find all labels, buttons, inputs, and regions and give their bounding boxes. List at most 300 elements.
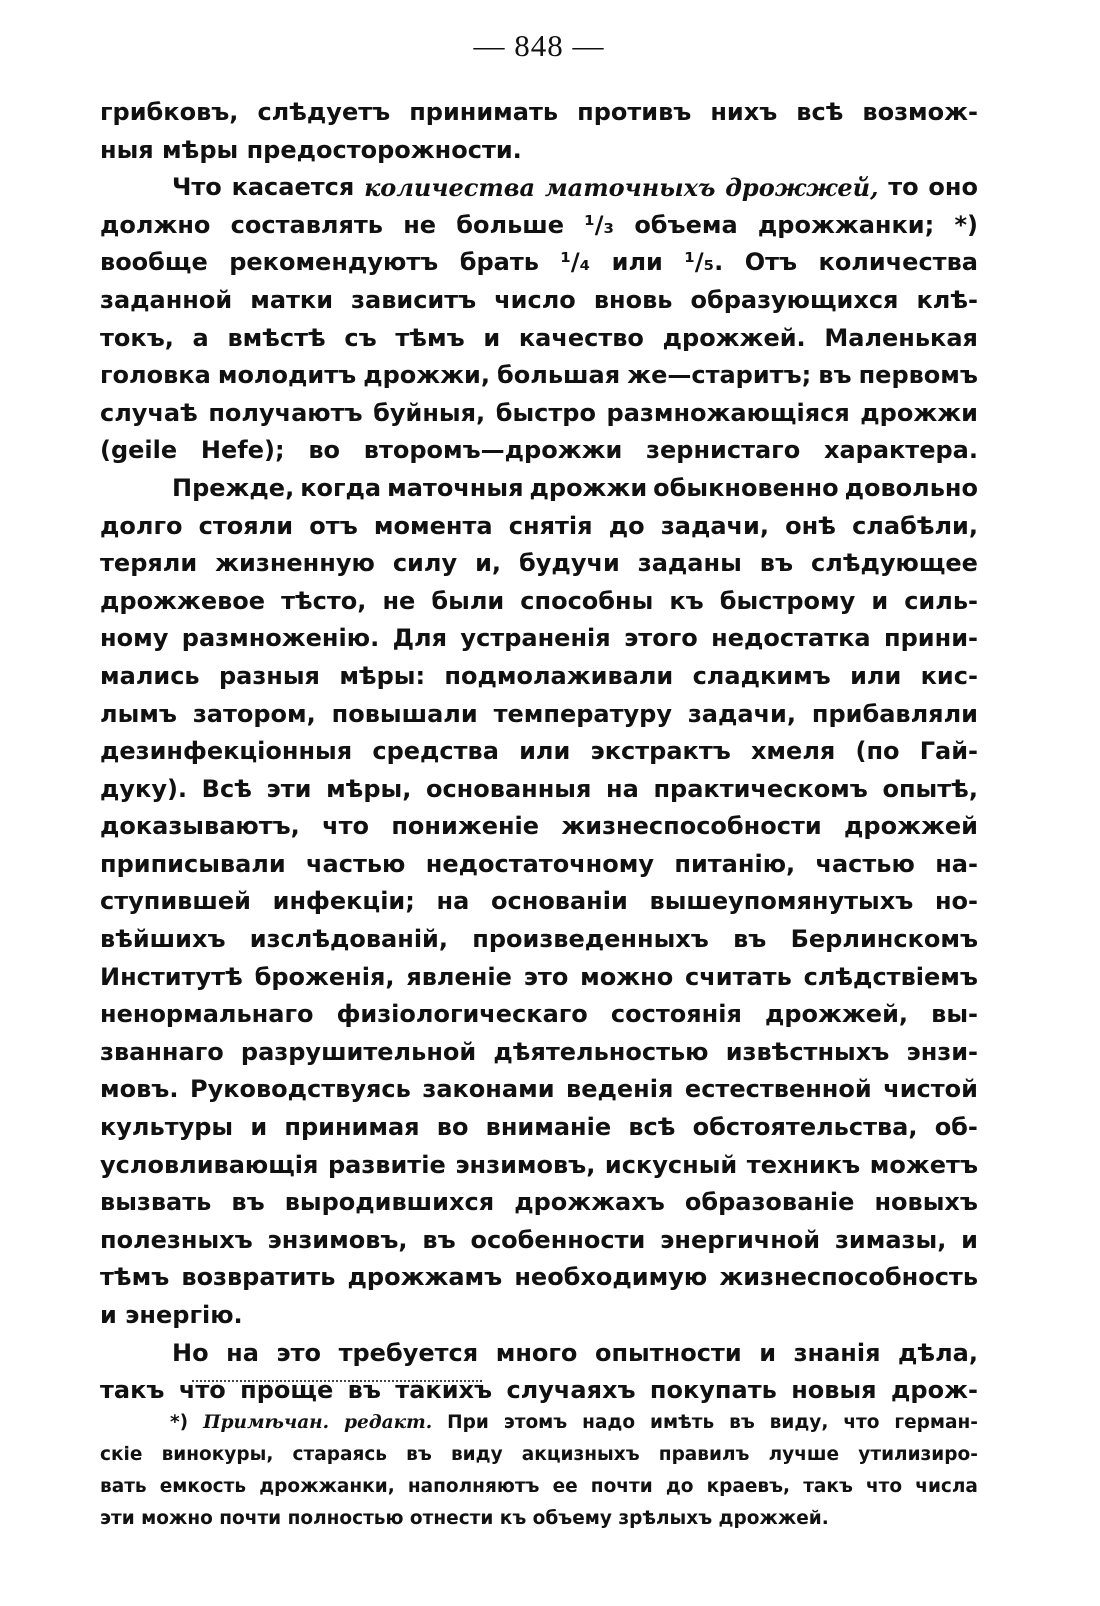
- word: жизнеспособности: [561, 812, 822, 841]
- word: условливающія: [100, 1150, 319, 1179]
- word: дуку).: [100, 774, 188, 803]
- word: образованіе: [684, 1188, 855, 1217]
- word: задачи,: [687, 699, 796, 728]
- text-line: [100, 545, 978, 583]
- word: основанныя: [425, 774, 592, 803]
- word: что: [865, 1476, 903, 1497]
- word: Для: [392, 624, 447, 653]
- document-page: [100, 0, 978, 1606]
- text-line: [100, 883, 978, 921]
- word: стараясь: [292, 1444, 387, 1465]
- word: ному: [100, 624, 169, 653]
- word: (geile: [100, 436, 178, 465]
- text-line: [100, 1259, 978, 1297]
- word: снятія: [508, 511, 593, 540]
- word: техникъ: [746, 1150, 861, 1179]
- word: дѣла,: [898, 1338, 978, 1367]
- word: инфекціи;: [272, 887, 415, 916]
- word: такихъ: [395, 1376, 493, 1405]
- word: виду,: [769, 1412, 829, 1433]
- word: разрушительной: [240, 1037, 477, 1066]
- word: маточныя: [387, 473, 524, 502]
- word: винокуры,: [161, 1444, 274, 1465]
- word: прини-: [884, 624, 978, 653]
- word: обыкновенно: [653, 473, 839, 502]
- word: прибавляли: [811, 699, 978, 728]
- word: ¹/₃: [584, 210, 615, 239]
- word: и: [871, 586, 889, 615]
- word: полезныхъ: [100, 1225, 253, 1254]
- word: когда: [300, 473, 382, 502]
- word: знанія: [793, 1338, 881, 1367]
- word: не: [382, 586, 416, 615]
- word: дрожжанки;: [757, 210, 935, 239]
- word: тѣмъ: [395, 323, 465, 352]
- word: зернистаго: [646, 436, 801, 465]
- word: акцизныхъ: [521, 1444, 640, 1465]
- word: Но: [172, 1338, 209, 1367]
- word: емкость: [159, 1476, 247, 1497]
- word: же—старитъ;: [627, 361, 812, 390]
- word: это: [523, 962, 569, 991]
- word: размноженію.: [181, 624, 380, 653]
- text-line: [100, 169, 978, 207]
- word: вновь: [593, 285, 673, 314]
- text-line: [100, 207, 978, 245]
- word: опытѣ,: [882, 774, 978, 803]
- word: энзи-: [906, 1037, 978, 1066]
- word: Гай-: [919, 737, 978, 766]
- word: что: [322, 812, 369, 841]
- word: момента: [373, 511, 493, 540]
- word: дрожжей,: [725, 173, 879, 203]
- footnote-line: [100, 1407, 978, 1439]
- word: ее: [552, 1476, 578, 1497]
- text-line: [100, 1147, 978, 1185]
- word: краевъ,: [706, 1476, 791, 1497]
- word: состоянія: [610, 1000, 742, 1029]
- text-line: [100, 921, 978, 959]
- word: наполняютъ: [407, 1476, 540, 1497]
- word: Берлинскомъ: [790, 925, 978, 954]
- word: нихъ: [710, 98, 778, 126]
- word: ступившей: [100, 887, 251, 916]
- word: (по: [855, 737, 900, 766]
- word: число: [494, 285, 576, 314]
- word: или: [519, 737, 571, 766]
- word: головка: [100, 361, 211, 390]
- word: можетъ: [869, 1150, 978, 1179]
- word: долго: [100, 511, 183, 540]
- word: средства: [372, 737, 499, 766]
- word: выродившихся: [284, 1188, 495, 1217]
- word: лучше: [768, 1444, 840, 1465]
- word: дрожжевое: [100, 586, 266, 615]
- text-line: [100, 996, 978, 1034]
- word: количества: [818, 248, 978, 277]
- word: и: [483, 323, 501, 352]
- word: энергичной: [660, 1225, 821, 1254]
- word: дезинфекціонныя: [100, 737, 353, 766]
- word: что: [178, 1376, 226, 1405]
- word: Hefe);: [200, 436, 285, 465]
- word: матки: [250, 285, 334, 314]
- word: опытности: [594, 1338, 742, 1367]
- word: брать: [459, 248, 539, 277]
- word: быстро: [495, 398, 596, 427]
- word: то: [888, 173, 919, 202]
- word: ¹/₅.: [684, 248, 724, 277]
- word: объема: [634, 210, 738, 239]
- word: хмеля: [750, 737, 836, 766]
- word: считать: [685, 962, 792, 991]
- footnote-line: эти можно почти полностью отнести къ объему зрѣлыхъ дрожжей.: [100, 1508, 829, 1529]
- word: слѣдующее: [811, 549, 978, 578]
- word: обстоятельства,: [692, 1113, 918, 1142]
- word: вѣйшихъ: [100, 925, 226, 954]
- word: въ: [347, 1376, 381, 1405]
- word: правилъ: [658, 1444, 750, 1465]
- word: почти: [590, 1476, 653, 1497]
- word: культуры: [100, 1113, 234, 1142]
- word: въ: [818, 361, 852, 390]
- word: качество: [518, 323, 644, 352]
- word: принимать: [409, 98, 559, 126]
- word: получаютъ: [208, 398, 363, 427]
- word: до: [665, 1476, 694, 1497]
- word: ¹/₄: [560, 248, 591, 277]
- word: составлять: [230, 210, 383, 239]
- word: вообще: [100, 248, 208, 277]
- word: или: [850, 661, 902, 690]
- text-line: [100, 508, 978, 546]
- word: вы-: [931, 1000, 978, 1029]
- word: будучи: [519, 549, 620, 578]
- word: кис-: [920, 661, 978, 690]
- word: или: [611, 248, 663, 277]
- word: но-: [934, 887, 978, 916]
- word: Примѣчан.: [203, 1412, 330, 1433]
- word: слѣдствіемъ: [803, 962, 978, 991]
- word: отъ: [309, 511, 358, 540]
- word: на: [226, 1338, 259, 1367]
- footnote-line: [100, 1471, 978, 1503]
- word: Институтѣ: [100, 962, 243, 991]
- word: мѣры:: [339, 661, 426, 690]
- word: явленіе: [406, 962, 512, 991]
- word: образующихся: [690, 285, 899, 314]
- word: тѣмъ: [100, 1263, 170, 1292]
- word: надо: [582, 1412, 636, 1433]
- word: противъ: [577, 98, 692, 126]
- word: новыхъ: [874, 1188, 978, 1217]
- word: много: [495, 1338, 578, 1367]
- word: на-: [935, 849, 978, 878]
- word: этого: [624, 624, 698, 653]
- word: имѣть: [650, 1412, 715, 1433]
- text-line: [100, 357, 978, 395]
- word: званнаго: [100, 1037, 224, 1066]
- word: покупать: [649, 1376, 777, 1405]
- word: возмож-: [862, 98, 978, 126]
- word: экстрактъ: [590, 737, 731, 766]
- word: первомъ: [858, 361, 978, 390]
- word: устраненія: [460, 624, 611, 653]
- word: грибковъ,: [100, 98, 239, 126]
- word: заданы: [637, 549, 742, 578]
- word: случаѣ: [100, 398, 198, 427]
- word: повышали: [331, 699, 478, 728]
- word: на: [436, 887, 470, 916]
- text-line: [100, 1222, 978, 1260]
- text-line: [100, 733, 978, 771]
- word: При: [447, 1412, 489, 1433]
- word: дрож-: [891, 1376, 978, 1405]
- text-line: [100, 1109, 978, 1147]
- word: *): [954, 210, 978, 239]
- word: редакт.: [344, 1412, 433, 1433]
- word: этомъ: [503, 1412, 568, 1433]
- word: основаніи: [491, 887, 628, 916]
- word: случаяхъ: [506, 1376, 636, 1405]
- word: развитіе: [327, 1150, 446, 1179]
- word: маточныхъ: [544, 173, 716, 203]
- word: теряли: [100, 549, 198, 578]
- word: и: [250, 1113, 268, 1142]
- word: и: [759, 1338, 777, 1367]
- text-line: [100, 846, 978, 884]
- text-line: [100, 320, 978, 358]
- word: характера.: [823, 436, 978, 465]
- word: частью: [306, 849, 406, 878]
- word: больше: [456, 210, 565, 239]
- text-line: [100, 470, 978, 508]
- word: можно: [580, 962, 674, 991]
- word: молодитъ: [217, 361, 357, 390]
- word: тѣсто,: [281, 586, 367, 615]
- word: разныя: [218, 661, 320, 690]
- word: рекомендуютъ: [229, 248, 439, 277]
- word: размножающіяся: [606, 398, 850, 427]
- word: пониженіе: [391, 812, 540, 841]
- word: большая: [497, 361, 621, 390]
- word: зимазы,: [834, 1225, 947, 1254]
- word: энзимовъ,: [455, 1150, 596, 1179]
- text-line: [100, 94, 978, 132]
- word: броженія,: [254, 962, 395, 991]
- text-line: [100, 696, 978, 734]
- text-line: [100, 1071, 978, 1109]
- word: *): [170, 1412, 189, 1433]
- word: законами: [422, 1075, 555, 1104]
- text-line: [100, 395, 978, 433]
- word: эти: [266, 774, 312, 803]
- word: во: [308, 436, 340, 465]
- word: необходимую: [514, 1263, 708, 1292]
- word: практическомъ: [653, 774, 868, 803]
- word: дрожжей,: [764, 1000, 909, 1029]
- word: физіологическаго: [336, 1000, 588, 1029]
- word: проще: [240, 1376, 334, 1405]
- word: температуру: [493, 699, 672, 728]
- word: недостатка: [711, 624, 871, 653]
- footnote: [100, 1407, 978, 1535]
- word: дѣятельностью: [493, 1037, 709, 1066]
- text-line: [100, 432, 978, 470]
- word: касается: [231, 173, 355, 202]
- word: въ: [422, 1225, 456, 1254]
- word: естественной: [684, 1075, 872, 1104]
- word: всѣ: [796, 98, 844, 126]
- text-line: [100, 1335, 978, 1373]
- word: довольно: [844, 473, 978, 502]
- word: произведенныхъ: [472, 925, 709, 954]
- text-line: [100, 1372, 978, 1410]
- text-line: [100, 771, 978, 809]
- text-line: [100, 1034, 978, 1072]
- text-line: [100, 282, 978, 320]
- word: Всѣ: [201, 774, 252, 803]
- text-line: ныя мѣры предосторожности.: [100, 135, 522, 164]
- word: виду: [450, 1444, 503, 1465]
- word: недостаточному: [425, 849, 655, 878]
- word: новыя: [791, 1376, 877, 1405]
- word: энзимовъ,: [267, 1225, 408, 1254]
- word: доказываютъ,: [100, 812, 300, 841]
- word: второмъ—дрожжи: [363, 436, 623, 465]
- word: сладкимъ: [692, 661, 831, 690]
- word: къ: [669, 586, 704, 615]
- word: об-: [934, 1113, 978, 1142]
- word: дрожжамъ: [347, 1263, 503, 1292]
- text-line: [100, 959, 978, 997]
- word: въ: [759, 549, 794, 578]
- word: въ: [406, 1444, 432, 1465]
- word: приписывали: [100, 849, 286, 878]
- word: такъ: [803, 1476, 853, 1497]
- word: задачи,: [660, 511, 769, 540]
- body-text: [100, 94, 978, 1410]
- word: веденія: [566, 1075, 674, 1104]
- word: изслѣдованій,: [249, 925, 448, 954]
- word: оно: [928, 173, 978, 202]
- word: до: [608, 511, 645, 540]
- word: Маленькая: [824, 323, 978, 352]
- word: въ: [733, 925, 767, 954]
- word: дрожжи,: [363, 361, 490, 390]
- word: токъ,: [100, 323, 174, 352]
- word: заданной: [100, 285, 233, 314]
- word: въ: [231, 1188, 265, 1217]
- word: клѣ-: [916, 285, 978, 314]
- word: искусный: [604, 1150, 738, 1179]
- word: подмолаживали: [444, 661, 674, 690]
- word: силу: [392, 549, 458, 578]
- word: способны: [520, 586, 654, 615]
- word: слѣдуетъ: [257, 98, 391, 126]
- word: дрожжахъ: [514, 1188, 665, 1217]
- word: извѣстныхъ: [725, 1037, 890, 1066]
- word: стояли: [198, 511, 294, 540]
- word: затором,: [192, 699, 316, 728]
- word: лымъ: [100, 699, 177, 728]
- word: частью: [815, 849, 915, 878]
- word: мались: [100, 661, 200, 690]
- word: въ: [729, 1412, 755, 1433]
- word: вать: [100, 1476, 147, 1497]
- word: а: [192, 323, 209, 352]
- word: вышеупомянутыхъ: [649, 887, 914, 916]
- word: съ: [344, 323, 377, 352]
- word: жизнеспособность: [719, 1263, 978, 1292]
- word: жизненную: [215, 549, 375, 578]
- word: такъ: [100, 1376, 165, 1405]
- word: во: [436, 1113, 469, 1142]
- word: утилизиро-: [858, 1444, 978, 1465]
- text-line: [100, 583, 978, 621]
- word: чистой: [883, 1075, 978, 1104]
- word: вызвать: [100, 1188, 212, 1217]
- text-line: [100, 808, 978, 846]
- word: требуется: [338, 1338, 479, 1367]
- word: были: [431, 586, 505, 615]
- word: Прежде,: [172, 473, 295, 502]
- word: зависитъ: [351, 285, 477, 314]
- word: Руководствуясь: [189, 1075, 411, 1104]
- word: дрожжей: [844, 812, 978, 841]
- word: силь-: [904, 586, 978, 615]
- word: и,: [475, 549, 502, 578]
- text-line: [100, 244, 978, 282]
- word: питанію,: [674, 849, 796, 878]
- word: принимая: [284, 1113, 420, 1142]
- word: мѣры,: [326, 774, 412, 803]
- word: что: [843, 1412, 880, 1433]
- word: это: [276, 1338, 322, 1367]
- text-line: [100, 658, 978, 696]
- word: буйныя,: [373, 398, 486, 427]
- word: вмѣстѣ: [227, 323, 326, 352]
- word: количества: [364, 173, 536, 203]
- word: должно: [100, 210, 211, 239]
- word: на: [606, 774, 639, 803]
- word: герман-: [894, 1412, 978, 1433]
- word: и: [961, 1225, 978, 1254]
- word: не: [403, 210, 437, 239]
- word: возвратить: [181, 1263, 336, 1292]
- word: ненормальнаго: [100, 1000, 314, 1029]
- footnote-separator: [192, 1380, 482, 1386]
- word: дрожжанки,: [259, 1476, 395, 1497]
- text-line: [100, 620, 978, 658]
- word: дрожжи: [860, 398, 978, 427]
- word: дрожжей.: [662, 323, 806, 352]
- text-line: и энергію.: [100, 1301, 243, 1329]
- word: Что: [172, 173, 222, 202]
- word: Отъ: [744, 248, 798, 277]
- word: скіе: [100, 1444, 143, 1465]
- word: числа: [915, 1476, 978, 1497]
- word: мовъ.: [100, 1075, 179, 1104]
- word: всѣ: [628, 1113, 676, 1142]
- word: особенности: [470, 1225, 646, 1254]
- text-line: [100, 1184, 978, 1222]
- footnote-line: [100, 1439, 978, 1471]
- word: онѣ: [785, 511, 836, 540]
- page-number: — 848 —: [473, 28, 605, 63]
- word: вниманіе: [485, 1113, 612, 1142]
- word: дрожжи: [529, 473, 648, 502]
